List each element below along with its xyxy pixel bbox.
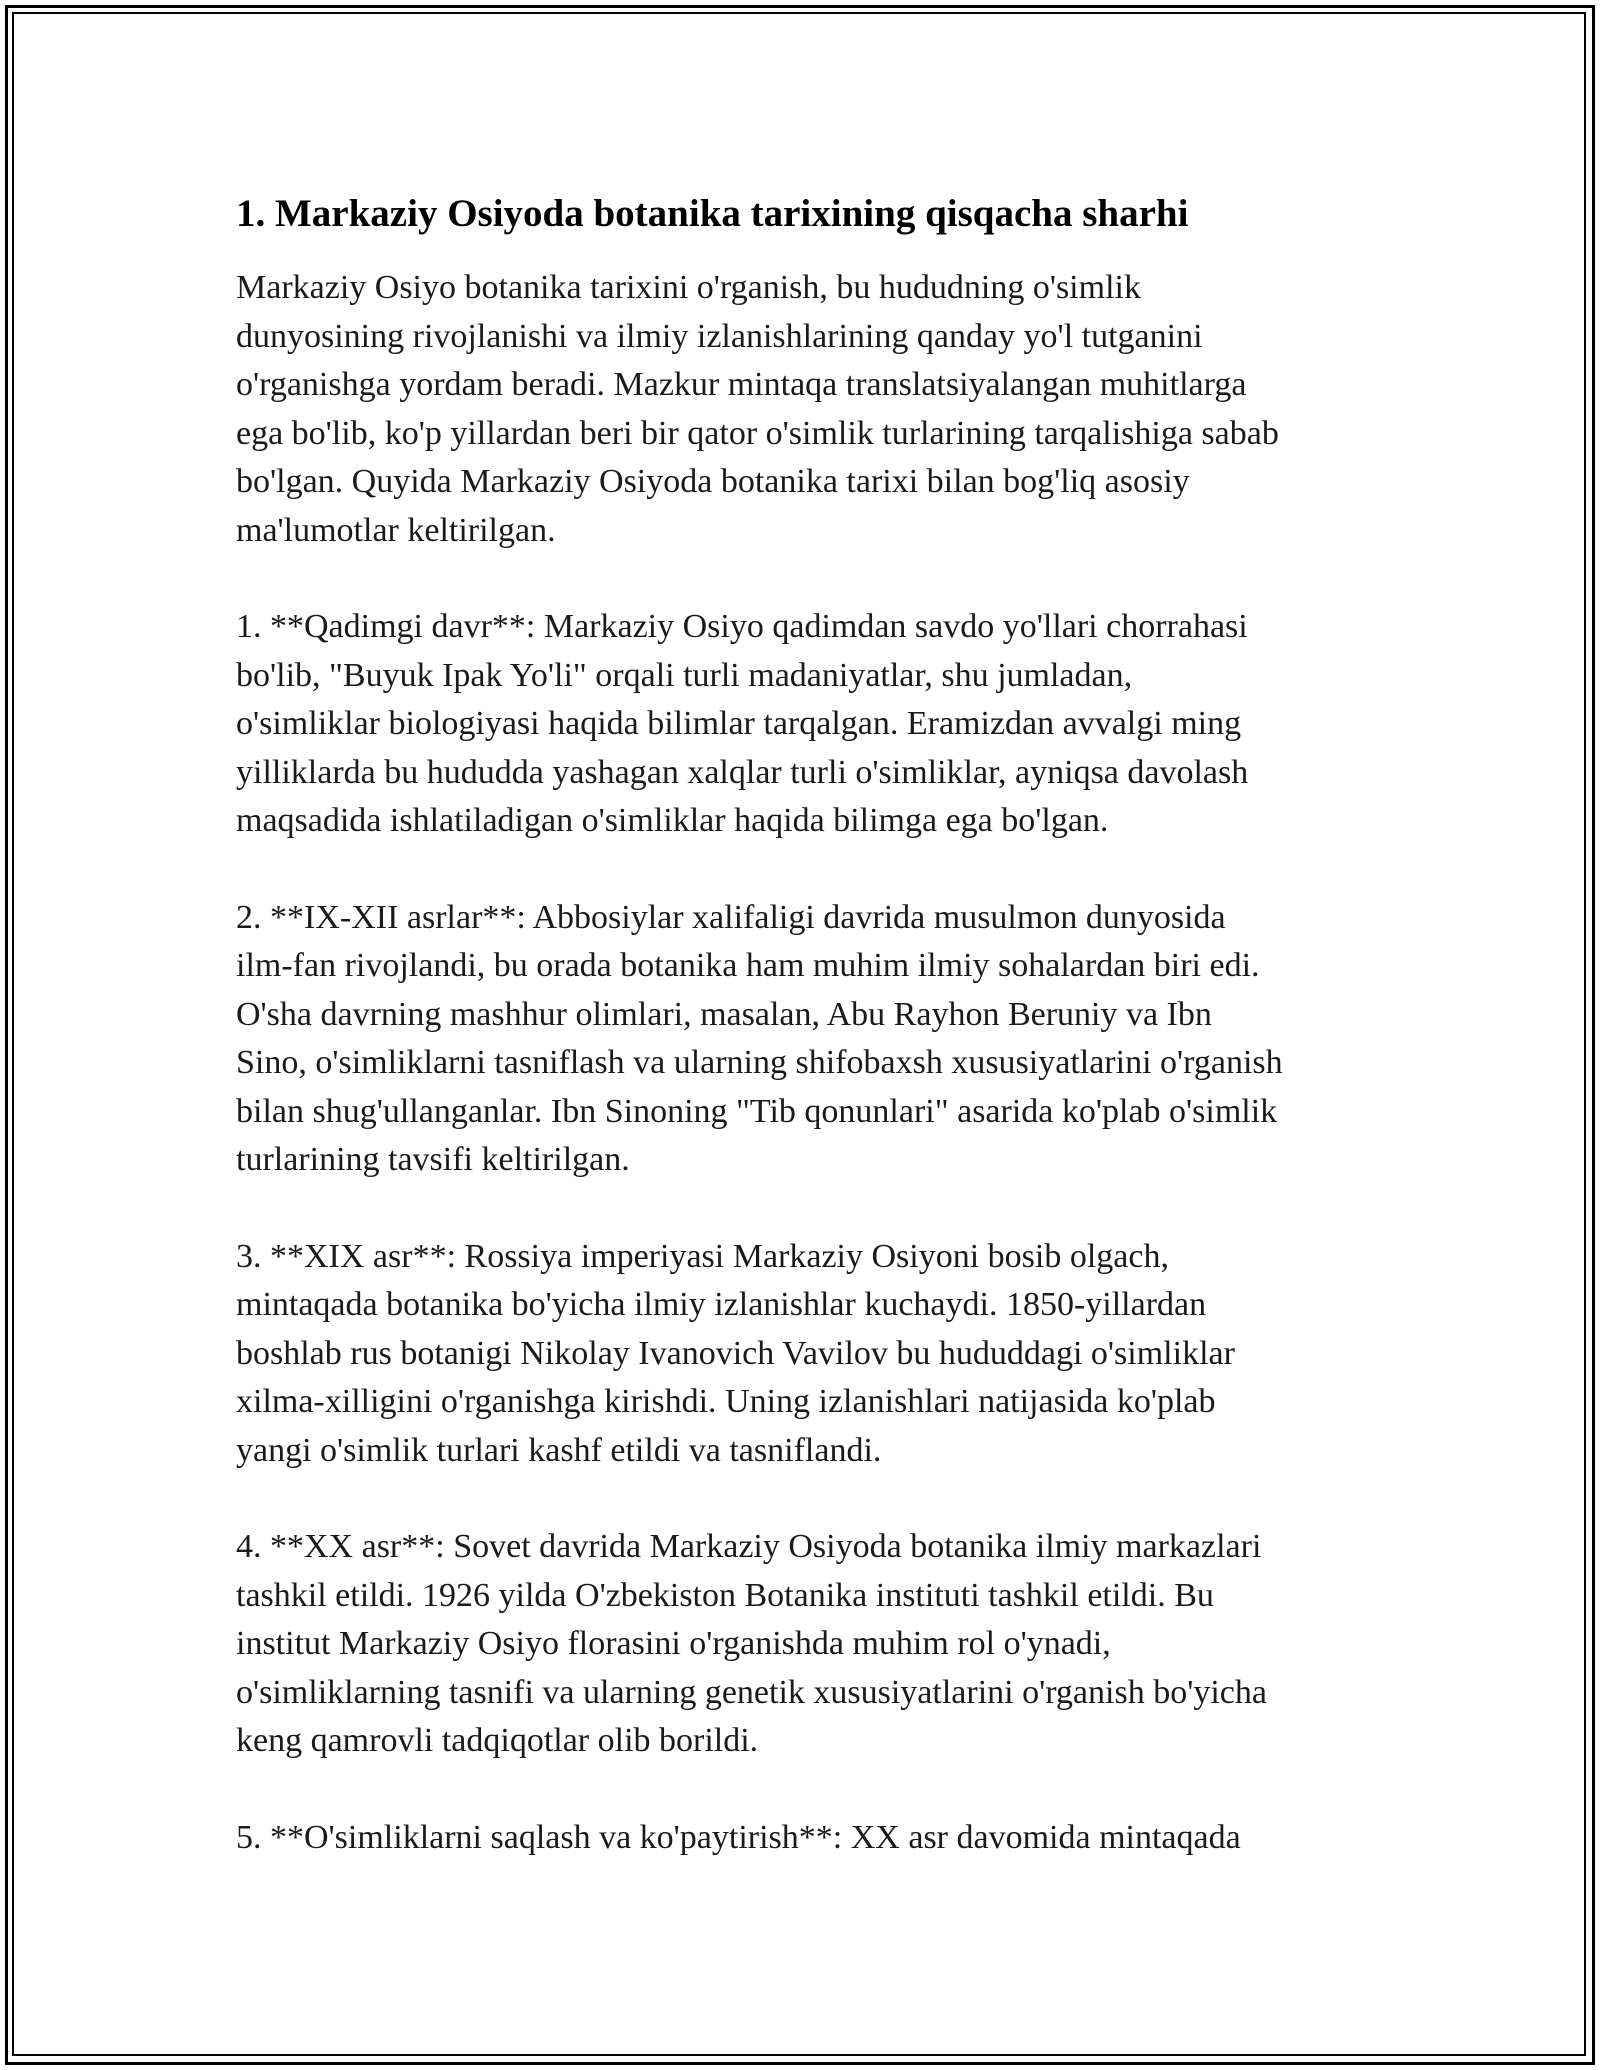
document-body — [236, 186, 1406, 1910]
list-item-ix-xii-centuries: 2. **IX-XII asrlar**: Abbosiylar xalifaligi davrida musulmon dunyosida ilm-fan rivojlandi, bu orada botanika ham muhim ilmiy sohalardan biri edi. O'sha davrning mashhur olimlari, masalan, Abu Rayhon Beruniy va Ibn Sino, o'simliklarni tasniflash va ularning shifobaxsh xususiyatlarini o'rganish bilan shug'ullanganlar. Ibn Sinoning "Tib qonunlari" asarida ko'plab o'simlik turlarining tavsifi keltirilgan. — [236, 898, 1283, 1178]
list-item-xix-century: 3. **XIX asr**: Rossiya imperiyasi Markaziy Osiyoni bosib olgach, mintaqada botanika bo'yicha ilmiy izlanishlar kuchaydi. 1850-yillardan boshlab rus botanigi Nikolay Ivanovich Vavilov bu hududdagi o'simliklar xilma-xilligini o'rganishga kirishdi. Uning izlanishlari natijasida ko'plab yangi o'simlik turlari kashf etildi va tasniflandi. — [236, 1237, 1235, 1469]
list-item-plant-conservation: 5. **O'simliklarni saqlash va ko'paytirish**: XX asr davomida mintaqada — [236, 1818, 1241, 1856]
document-title: 1. Markaziy Osiyoda botanika tarixining qisqacha sharhi — [236, 192, 1189, 235]
list-item-ancient-period: 1. **Qadimgi davr**: Markaziy Osiyo qadimdan savdo yo'llari chorrahasi bo'lib, "Buyuk Ipak Yo'li" orqali turli madaniyatlar, shu jumladan, o'simliklar biologiyasi haqida bilimlar tarqalgan. Eramizdan avvalgi ming yilliklarda bu hududda yashagan xalqlar turli o'simliklar, ayniqsa davolash maqsadida ishlatiladigan o'simliklar haqida bilimga ega bo'lgan. — [236, 608, 1249, 839]
list-item-xx-century: 4. **XX asr**: Sovet davrida Markaziy Osiyoda botanika ilmiy markazlari tashkil etildi. 1926 yilda O'zbekiston Botanika instituti tashkil etildi. Bu institut Markaziy Osiyo florasini o'rganishda muhim rol o'ynadi, o'simliklarning tasnifi va ularning genetik xususiyatlarini o'rganish bo'yicha keng qamrovli tadqiqotlar olib borildi. — [236, 1528, 1267, 1759]
intro-paragraph: Markaziy Osiyo botanika tarixini o'rganish, bu hududning o'simlik dunyosining rivojlanishi va ilmiy izlanishlarining qanday yo'l tutganini o'rganishga yordam beradi. Mazkur mintaqa translatsiyalangan muhitlarga ega bo'lib, ko'p yillardan beri bir qator o'simlik turlarining tarqalishiga sabab bo'lgan. Quyida Markaziy Osiyoda botanika tarixi bilan bog'liq asosiy ma'lumotlar keltirilgan. — [236, 269, 1279, 549]
